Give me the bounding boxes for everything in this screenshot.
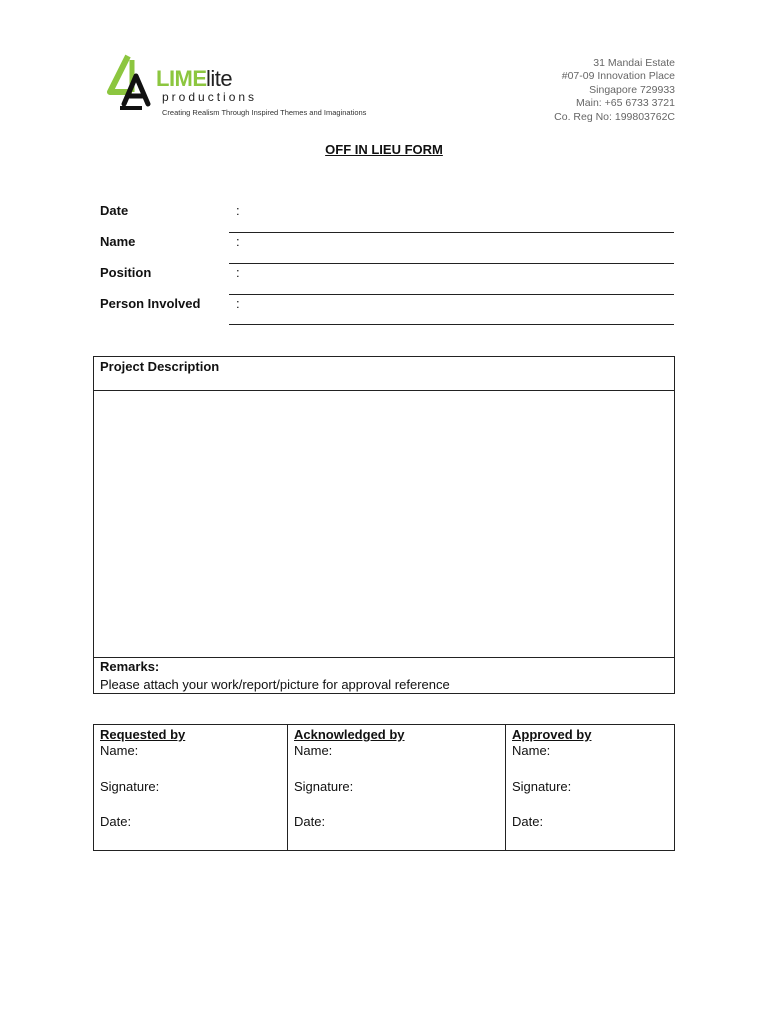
approved-by-name: Name: bbox=[512, 743, 551, 758]
requested-by-signature: Signature: bbox=[100, 779, 160, 794]
divider bbox=[94, 390, 674, 391]
person-involved-colon: : bbox=[236, 296, 240, 311]
remarks-text: Please attach your work/report/picture for approval reference bbox=[100, 677, 450, 692]
logo-text-lite: lite bbox=[206, 66, 233, 91]
requested-by-heading: Requested by bbox=[100, 727, 186, 742]
divider bbox=[94, 657, 674, 658]
date-underline bbox=[229, 232, 674, 233]
approved-by-heading: Approved by bbox=[512, 727, 592, 742]
acknowledged-by-signature: Signature: bbox=[294, 779, 354, 794]
position-colon: : bbox=[236, 265, 240, 280]
person-involved-label: Person Involved bbox=[100, 296, 201, 311]
company-address bbox=[554, 57, 675, 124]
name-colon: : bbox=[236, 234, 240, 249]
position-label: Position bbox=[100, 265, 152, 280]
acknowledged-by-column bbox=[287, 725, 505, 850]
name-underline bbox=[229, 263, 674, 264]
signoff-table bbox=[93, 724, 675, 851]
requested-by-column bbox=[94, 725, 287, 850]
logo-text-lime: LIME bbox=[156, 66, 207, 91]
address-line: 31 Mandai Estate bbox=[593, 57, 675, 69]
company-logo bbox=[106, 52, 406, 118]
address-reg-no: Co. Reg No: 199803762C bbox=[554, 110, 675, 123]
approved-by-column bbox=[505, 725, 675, 850]
logo-text-productions: productions bbox=[162, 90, 258, 104]
acknowledged-by-name: Name: bbox=[294, 743, 333, 758]
position-underline bbox=[229, 294, 674, 295]
approved-by-signature: Signature: bbox=[512, 779, 572, 794]
approved-by-date: Date: bbox=[512, 814, 544, 829]
project-description-box bbox=[93, 356, 675, 694]
form-title: OFF IN LIEU FORM bbox=[325, 142, 443, 157]
name-label: Name bbox=[100, 234, 136, 249]
requested-by-name: Name: bbox=[100, 743, 139, 758]
date-label: Date bbox=[100, 203, 129, 218]
address-line: Singapore 729933 bbox=[589, 83, 675, 96]
address-phone: Main: +65 6733 3721 bbox=[576, 97, 675, 110]
address-line: #07-09 Innovation Place bbox=[561, 70, 675, 83]
acknowledged-by-heading: Acknowledged by bbox=[294, 727, 405, 742]
remarks-label: Remarks: bbox=[100, 659, 160, 674]
requested-by-date: Date: bbox=[100, 814, 132, 829]
project-description-heading: Project Description bbox=[100, 359, 220, 374]
date-colon: : bbox=[236, 203, 240, 218]
acknowledged-by-date: Date: bbox=[294, 814, 326, 829]
logo-tagline: Creating Realism Through Inspired Themes and Imaginations bbox=[162, 108, 367, 117]
person-involved-underline bbox=[229, 324, 674, 325]
